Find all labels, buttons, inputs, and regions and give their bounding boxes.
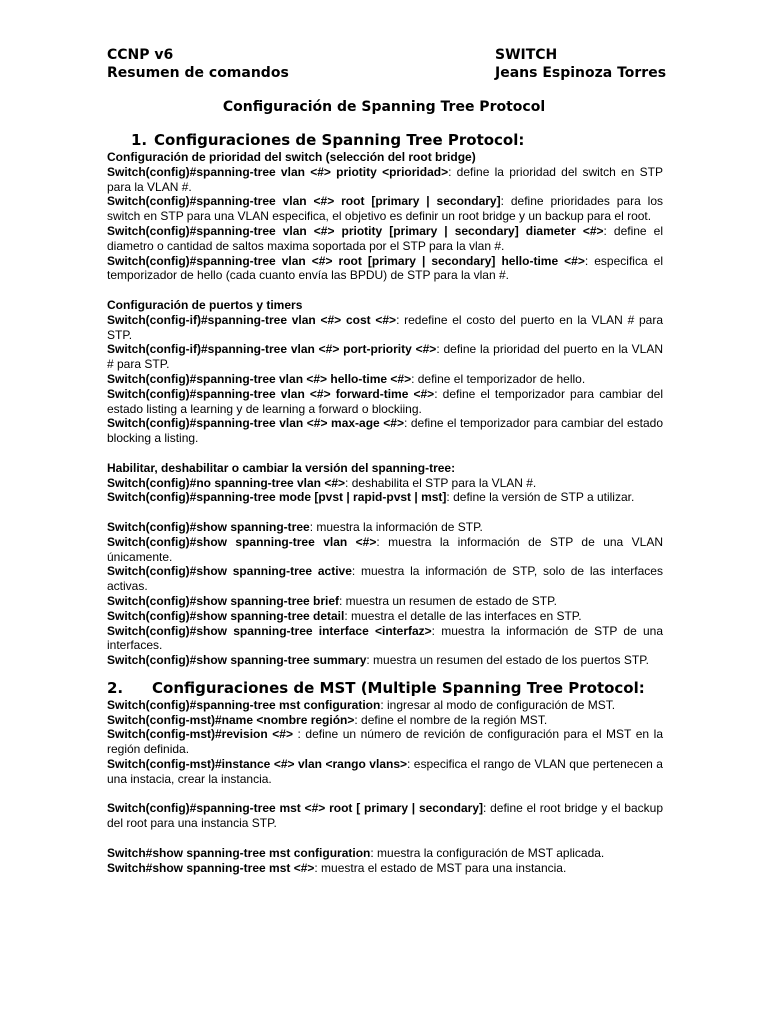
- subsection-title: Configuración de prioridad del switch (selección del root bridge): [107, 150, 476, 164]
- topic-name: SWITCH: [495, 47, 558, 63]
- document-subtitle: Resumen de comandos: [107, 65, 289, 81]
- command-entry: [107, 564, 663, 594]
- command-description: : redefine el costo del puerto en la VLAN # para STP.: [107, 312, 664, 342]
- command-syntax: Switch(config)#show spanning-tree active: [107, 564, 352, 579]
- command-syntax: Switch(config)#spanning-tree vlan <#> priotity <prioridad>: [107, 164, 449, 179]
- command-entry: [107, 416, 663, 446]
- command-syntax: Switch(config)#show spanning-tree brief: [107, 593, 340, 608]
- command-entry: [107, 490, 663, 505]
- section-title: Configuraciones de Spanning Tree Protocol:: [154, 131, 525, 149]
- command-entry: [107, 594, 663, 609]
- command-entry: [107, 476, 663, 491]
- document-body: [107, 130, 663, 875]
- command-syntax: Switch(config)#spanning-tree mst <#> root [ primary | secondary]: [107, 801, 483, 816]
- command-description: : define el temporizador de hello.: [411, 371, 586, 386]
- command-syntax: Switch(config)#spanning-tree mst configuration: [107, 697, 381, 712]
- command-description: : define el nombre de la región MST.: [354, 712, 548, 727]
- page-title: Configuración de Spanning Tree Protocol: [222, 99, 546, 115]
- header-left: [107, 46, 289, 82]
- command-description: : define el temporizador para cambiar del estado listing a learning y de learning a forward o blockiing.: [107, 386, 663, 416]
- section-title: Configuraciones de MST (Multiple Spanning Tree Protocol:: [152, 678, 645, 697]
- command-description: : define un número de revición de configuración para el MST en la región definida.: [107, 727, 663, 757]
- command-description: : deshabilita el STP para la VLAN #.: [345, 475, 537, 490]
- command-description: : define la versión de STP a utilizar.: [446, 490, 635, 505]
- command-list: [107, 520, 663, 668]
- course-name: CCNP v6: [107, 47, 174, 63]
- command-description: : muestra el detalle de las interfaces en STP.: [344, 608, 582, 623]
- command-list: [107, 698, 663, 787]
- command-syntax: Switch(config)#show spanning-tree detail: [107, 608, 345, 623]
- section-1-heading: [131, 130, 663, 150]
- command-entry: [107, 372, 663, 387]
- command-description: : muestra la configuración de MST aplicada.: [370, 845, 605, 860]
- section-2-heading: [107, 678, 663, 698]
- command-description: : especifica el rango de VLAN que pertenecen a una instacia, crear la instancia.: [107, 757, 663, 786]
- header-right: [495, 46, 666, 82]
- command-description: : define el temporizador para cambiar del estado blocking a listing.: [107, 416, 664, 446]
- command-entry: [107, 609, 663, 624]
- command-entry: [107, 313, 663, 343]
- command-description: : muestra la información de STP de una VLAN únicamente.: [107, 534, 664, 564]
- command-entry: [107, 535, 663, 565]
- command-syntax: Switch(config)#spanning-tree vlan <#> root [primary | secondary] hello-time <#>: [107, 253, 585, 268]
- command-list: [107, 801, 663, 831]
- command-syntax: Switch#show spanning-tree mst configuration: [107, 845, 371, 860]
- command-syntax: Switch#show spanning-tree mst <#>: [107, 860, 315, 875]
- command-entry: [107, 727, 663, 757]
- command-entry: [107, 387, 663, 417]
- command-syntax: Switch(config-mst)#revision <#>: [107, 727, 293, 742]
- command-entry: [107, 342, 663, 372]
- command-syntax: Switch(config)#spanning-tree vlan <#> priotity [primary | secondary] diameter <#>: [107, 223, 604, 238]
- command-syntax: Switch(config)#spanning-tree vlan <#> max-age <#>: [107, 416, 404, 431]
- command-description: : define la prioridad del switch en STP para la VLAN #.: [107, 164, 663, 194]
- command-entry: [107, 520, 663, 535]
- command-syntax: Switch(config)#show spanning-tree vlan <#>: [107, 534, 377, 549]
- command-entry: [107, 698, 663, 713]
- command-entry: [107, 224, 663, 254]
- command-description: : muestra un resumen del estado de los puertos STP.: [366, 653, 649, 668]
- command-entry: [107, 757, 663, 787]
- subsection-title: Configuración de puertos y timers: [107, 297, 303, 312]
- command-list: [107, 476, 663, 506]
- command-entry: [107, 165, 663, 195]
- command-entry: [107, 861, 663, 876]
- command-description: : define el diametro o cantidad de saltos maxima soportada por el STP para la vlan #.: [107, 223, 663, 253]
- command-syntax: Switch(config-mst)#name <nombre región>: [107, 712, 355, 727]
- command-syntax: Switch(config)#spanning-tree vlan <#> forward-time <#>: [107, 386, 435, 401]
- command-list: [107, 165, 663, 283]
- command-syntax: Switch(config)#show spanning-tree: [107, 519, 310, 534]
- command-syntax: Switch(config)#spanning-tree mode [pvst | rapid-pvst | mst]: [107, 490, 447, 505]
- command-description: : ingresar al modo de configuración de MST.: [380, 697, 616, 712]
- command-description: : muestra un resumen de estado de STP.: [339, 593, 557, 608]
- author-name: Jeans Espinoza Torres: [495, 65, 667, 81]
- command-description: : muestra la información de STP de una interfaces.: [107, 623, 663, 653]
- command-entry: [107, 653, 663, 668]
- command-description: : muestra el estado de MST para una instancia.: [314, 860, 567, 875]
- command-syntax: Switch(config)#spanning-tree vlan <#> root [primary | secondary]: [107, 194, 501, 209]
- command-description: : muestra la información de STP.: [309, 519, 483, 534]
- command-description: : define la prioridad del puerto en la VLAN # para STP.: [107, 342, 664, 372]
- command-list: [107, 846, 663, 876]
- command-description: : muestra la información de STP, solo de las interfaces activas.: [107, 564, 663, 594]
- subsection-title: Habilitar, deshabilitar o cambiar la versión del spanning-tree:: [107, 460, 456, 475]
- command-entry: [107, 801, 663, 831]
- command-syntax: Switch(config)#show spanning-tree summary: [107, 653, 367, 668]
- section-number: 2.: [107, 678, 124, 697]
- section-number: 1.: [131, 131, 148, 149]
- command-entry: [107, 624, 663, 654]
- command-entry: [107, 194, 663, 224]
- command-description: : define el root bridge y el backup del root para una instancia STP.: [107, 801, 663, 831]
- command-syntax: Switch(config-mst)#instance <#> vlan <rango vlans>: [107, 757, 407, 772]
- command-entry: [107, 713, 663, 728]
- command-entry: [107, 846, 663, 861]
- command-syntax: Switch(config)#no spanning-tree vlan <#>: [107, 475, 346, 490]
- command-syntax: Switch(config)#show spanning-tree interface <interfaz>: [107, 623, 432, 638]
- command-description: : define prioridades para los switch en STP para una VLAN especifica, el objetivo es definir un root bridge y un backup para el root.: [107, 194, 664, 224]
- command-list: [107, 313, 663, 446]
- command-description: : especifica el temporizador de hello (cada cuanto envía las BPDU) de STP para la vlan #.: [107, 253, 664, 283]
- command-entry: [107, 254, 663, 284]
- command-syntax: Switch(config-if)#spanning-tree vlan <#> cost <#>: [107, 312, 397, 327]
- command-syntax: Switch(config-if)#spanning-tree vlan <#> port-priority <#>: [107, 342, 437, 357]
- command-syntax: Switch(config)#spanning-tree vlan <#> hello-time <#>: [107, 371, 412, 386]
